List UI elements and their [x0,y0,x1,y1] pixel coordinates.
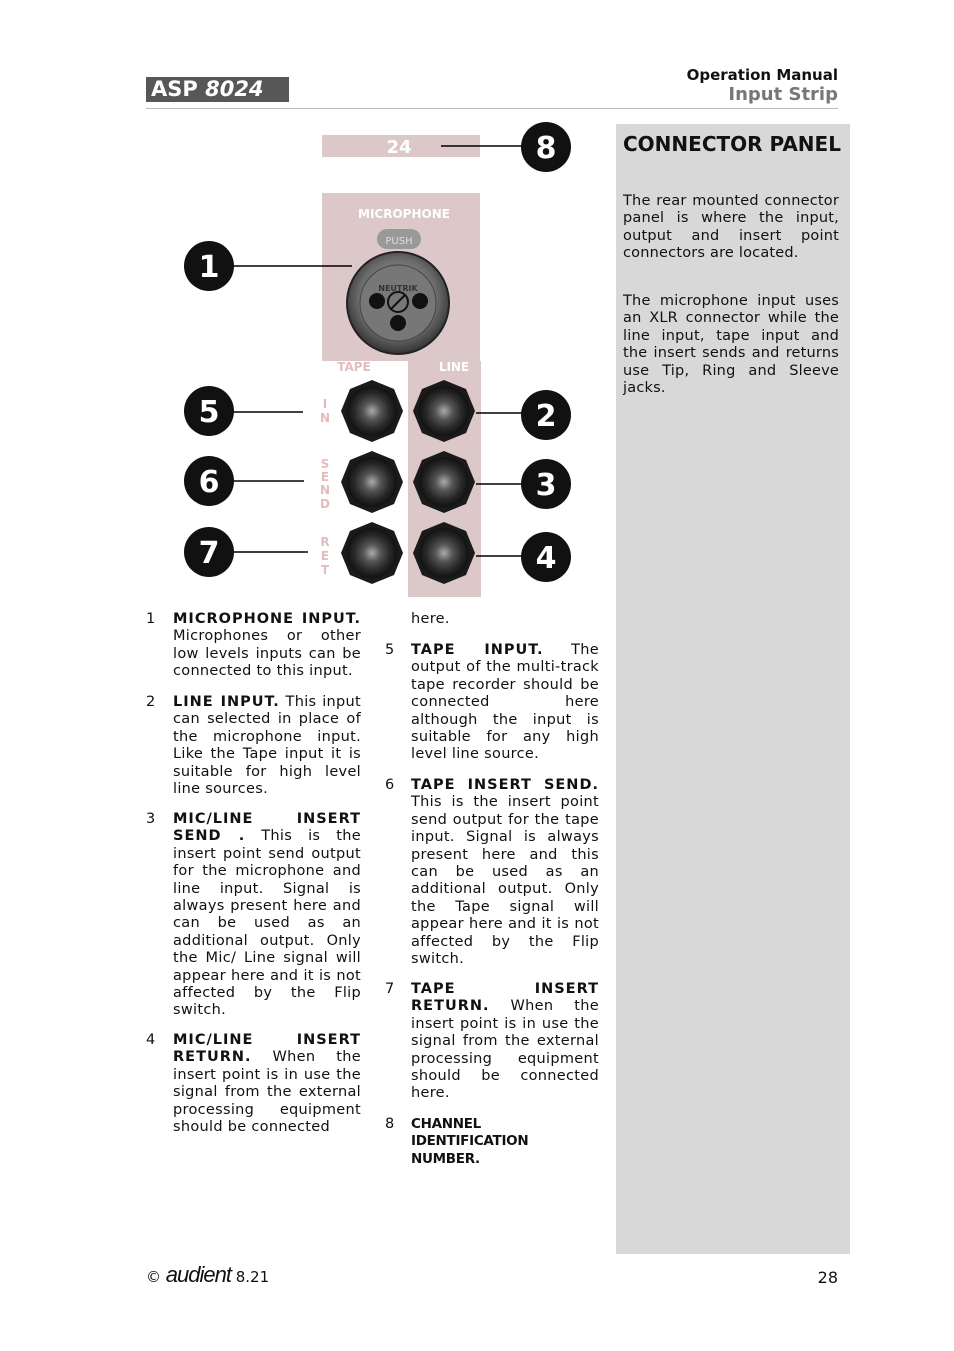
product-logo [146,77,289,102]
callout-6 [184,456,234,506]
svg-text:5: 5 [198,395,220,430]
svg-text:8: 8 [535,131,557,166]
page-number: 28 [817,1268,838,1287]
connector-panel-diagram [170,118,590,603]
svg-text:N: N [319,411,331,425]
svg-text:I: I [322,397,328,411]
line-in-jack [413,380,475,442]
svg-text:S: S [320,457,330,471]
svg-text:6: 6 [198,465,220,500]
sidebar-heading: CONNECTOR PANEL [623,132,841,156]
callout-4 [521,532,571,582]
manual-title: Operation Manual [686,66,838,84]
svg-text:T: T [320,563,330,577]
line-send-jack [413,451,475,513]
footer-brand [146,1262,269,1288]
callout-8 [521,122,571,172]
logo-model: 8024 [205,77,264,101]
callout-1 [184,241,234,291]
callout-2 [521,390,571,440]
brand-logo: audient [165,1262,231,1287]
tape-return-jack [341,522,403,584]
svg-text:E: E [320,549,330,563]
channel-number: 24 [386,137,412,158]
callout-5 [184,386,234,436]
svg-text:R: R [320,535,330,549]
callout-3 [521,459,571,509]
line-label: LINE [438,360,470,374]
svg-text:E: E [320,470,330,484]
copyright-symbol: © [146,1268,161,1286]
svg-text:1: 1 [198,250,220,285]
tape-in-jack [341,380,403,442]
tape-label: TAPE [337,360,371,374]
push-label: PUSH [385,236,413,247]
svg-text:D: D [320,497,330,511]
sidebar-paragraph-1: The rear mounted connector panel is where the input, output and insert point connectors are located. [623,193,839,262]
section-title: Input Strip [728,84,838,105]
microphone-label: MICROPHONE [358,207,450,221]
svg-text:7: 7 [198,536,220,571]
svg-text:2: 2 [535,399,557,434]
row-labels [320,397,330,577]
svg-text:3: 3 [535,468,557,503]
line-return-jack [413,522,475,584]
sidebar-paragraph-2: The microphone input uses an XLR connector while the line input, tape input and the insert sends and returns use Tip, Ring and Sleeve jacks. [623,293,839,397]
version: 8.21 [235,1268,270,1286]
logo-prefix: ASP [151,77,198,101]
svg-text:N: N [319,483,331,497]
callout-7 [184,527,234,577]
svg-text:4: 4 [535,541,557,576]
header-divider [146,108,838,109]
svg-text:NEUTRIK: NEUTRIK [378,284,418,293]
tape-send-jack [341,451,403,513]
